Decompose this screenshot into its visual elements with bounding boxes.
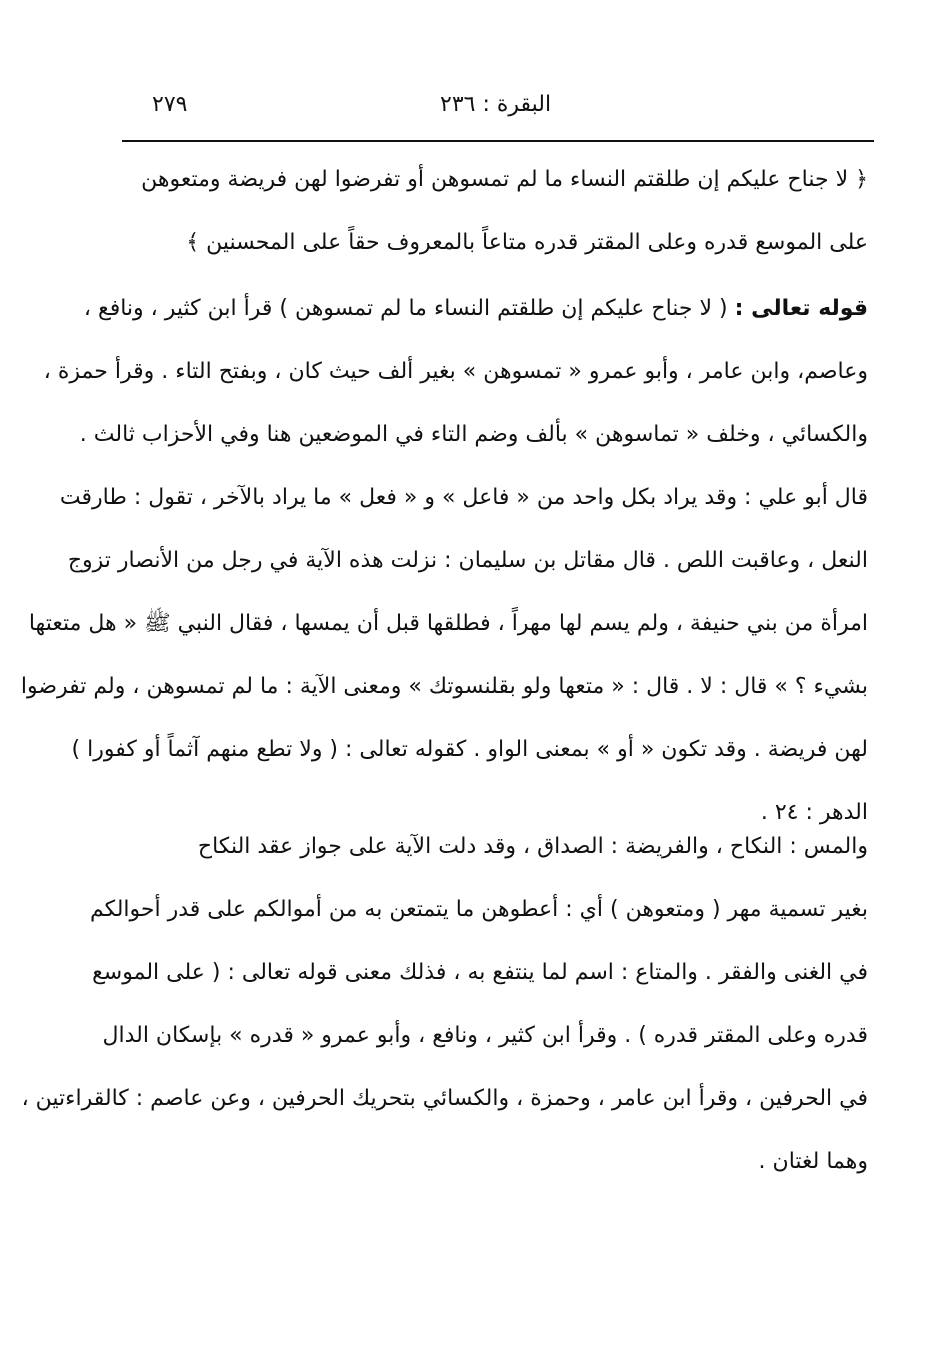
verse-line: ﴿ لا جناح عليكم إن طلقتم النساء ما لم تمسوهن أو تفرضوا لهن فريضة ومتعوهن bbox=[141, 167, 868, 192]
commentary-line: الدهر : ٢٤ . bbox=[760, 800, 868, 825]
explanation-block bbox=[21, 815, 868, 1193]
running-title: البقرة : ٢٣٦ bbox=[440, 92, 552, 117]
verse-line: على الموسع قدره وعلى المقتر قدره متاعاً بالمعروف حقاً على المحسنين ﴾ bbox=[186, 230, 868, 255]
commentary-line: النعل ، وعاقبت اللص . قال مقاتل بن سليمان : نزلت هذه الآية في رجل من الأنصار تزوج bbox=[67, 548, 868, 573]
commentary-block bbox=[20, 277, 868, 844]
commentary-line bbox=[83, 277, 868, 340]
explanation-line: بغير تسمية مهر ( ومتعوهن ) أي : أعطوهن ما يتمتعن به من أموالكم على قدر أحوالكم bbox=[89, 897, 868, 922]
explanation-line: في الحرفين ، وقرأ ابن عامر ، وحمزة ، والكسائي بتحريك الحرفين ، وعن عاصم : كالقراءتين ، bbox=[21, 1086, 868, 1111]
explanation-line: قدره وعلى المقتر قدره ) . وقرأ ابن كثير ، ونافع ، وأبو عمرو « قدره » بإسكان الدال bbox=[102, 1023, 868, 1048]
header-rule bbox=[122, 140, 874, 142]
page-number: ٢٧٩ bbox=[152, 92, 188, 117]
explanation-line: في الغنى والفقر . والمتاع : اسم لما ينتفع به ، فذلك معنى قوله تعالى : ( على الموسع bbox=[92, 960, 868, 985]
commentary-line: لهن فريضة . وقد تكون « أو » بمعنى الواو . كقوله تعالى : ( ولا تطع منهم آثماً أو كفورا ) bbox=[71, 737, 868, 762]
commentary-first-line-text: ( لا جناح عليكم إن طلقتم النساء ما لم تمسوهن ) قرأ ابن كثير ، ونافع ، bbox=[83, 296, 728, 321]
commentary-lead: قوله تعالى : bbox=[734, 296, 868, 321]
commentary-line: بشيء ؟ » قال : لا . قال : « متعها ولو بقلنسوتك » ومعنى الآية : ما لم تمسوهن ، ولم تفرضوا bbox=[20, 674, 868, 699]
commentary-line: قال أبو علي : وقد يراد بكل واحد من « فاعل » و « فعل » ما يراد بالآخر ، تقول : طارقت bbox=[59, 485, 868, 510]
explanation-line: وهما لغتان . bbox=[758, 1149, 868, 1174]
commentary-line: وعاصم، وابن عامر ، وأبو عمرو « تمسوهن » بغير ألف حيث كان ، وبفتح التاء . وقرأ حمزة ، bbox=[43, 359, 868, 384]
commentary-line: والكسائي ، وخلف « تماسوهن » بألف وضم التاء في الموضعين هنا وفي الأحزاب ثالث . bbox=[79, 422, 868, 447]
commentary-line: امرأة من بني حنيفة ، ولم يسم لها مهراً ، فطلقها قبل أن يمسها ، فقال النبي ﷺ « هل متعتها bbox=[28, 611, 868, 636]
explanation-line: والمس : النكاح ، والفريضة : الصداق ، وقد دلت الآية على جواز عقد النكاح bbox=[197, 834, 868, 859]
quran-verse-block bbox=[128, 148, 868, 274]
